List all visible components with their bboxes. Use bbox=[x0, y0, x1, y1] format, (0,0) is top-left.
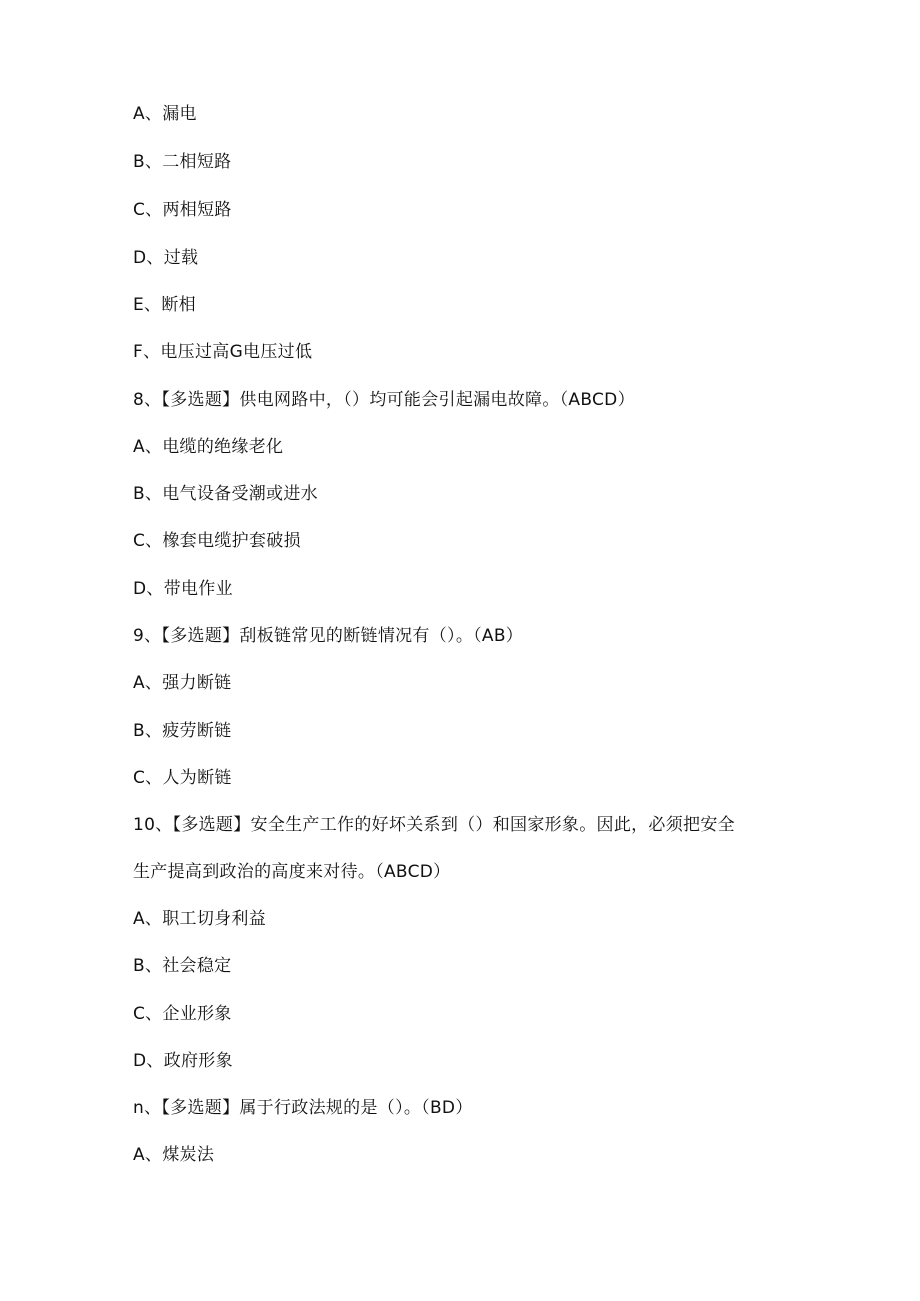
option-line: D、政府形象 bbox=[133, 1051, 233, 1071]
option-line: B、电气设备受潮或进水 bbox=[133, 484, 318, 504]
option-line: B、二相短路 bbox=[133, 152, 232, 172]
question-line: 10、【多选题】安全生产工作的好坏关系到（）和国家形象。因此，必须把安全 bbox=[133, 815, 735, 835]
question-line: n、【多选题】属于行政法规的是（）。（BD） bbox=[133, 1098, 473, 1118]
option-line: A、强力断链 bbox=[133, 673, 232, 693]
option-line: F、电压过高G电压过低 bbox=[133, 342, 313, 362]
question-line-continued: 生产提高到政治的高度来对待。（ABCD） bbox=[133, 862, 451, 882]
option-line: A、漏电 bbox=[133, 104, 197, 124]
option-line: D、带电作业 bbox=[133, 579, 233, 599]
option-line: A、电缆的绝缘老化 bbox=[133, 437, 284, 457]
option-line: A、职工切身利益 bbox=[133, 909, 267, 929]
option-line: C、两相短路 bbox=[133, 200, 232, 220]
option-line: C、人为断链 bbox=[133, 768, 232, 788]
question-line: 8、【多选题】供电网路中，（）均可能会引起漏电故障。（ABCD） bbox=[133, 390, 635, 410]
option-line: E、断相 bbox=[133, 295, 196, 315]
option-line: C、橡套电缆护套破损 bbox=[133, 531, 301, 551]
option-line: B、社会稳定 bbox=[133, 956, 232, 976]
option-line: B、疲劳断链 bbox=[133, 721, 232, 741]
option-line: A、煤炭法 bbox=[133, 1145, 215, 1165]
question-line: 9、【多选题】刮板链常见的断链情况有（）。（AB） bbox=[133, 626, 524, 646]
option-line: C、企业形象 bbox=[133, 1004, 232, 1024]
option-line: D、过载 bbox=[133, 248, 199, 268]
